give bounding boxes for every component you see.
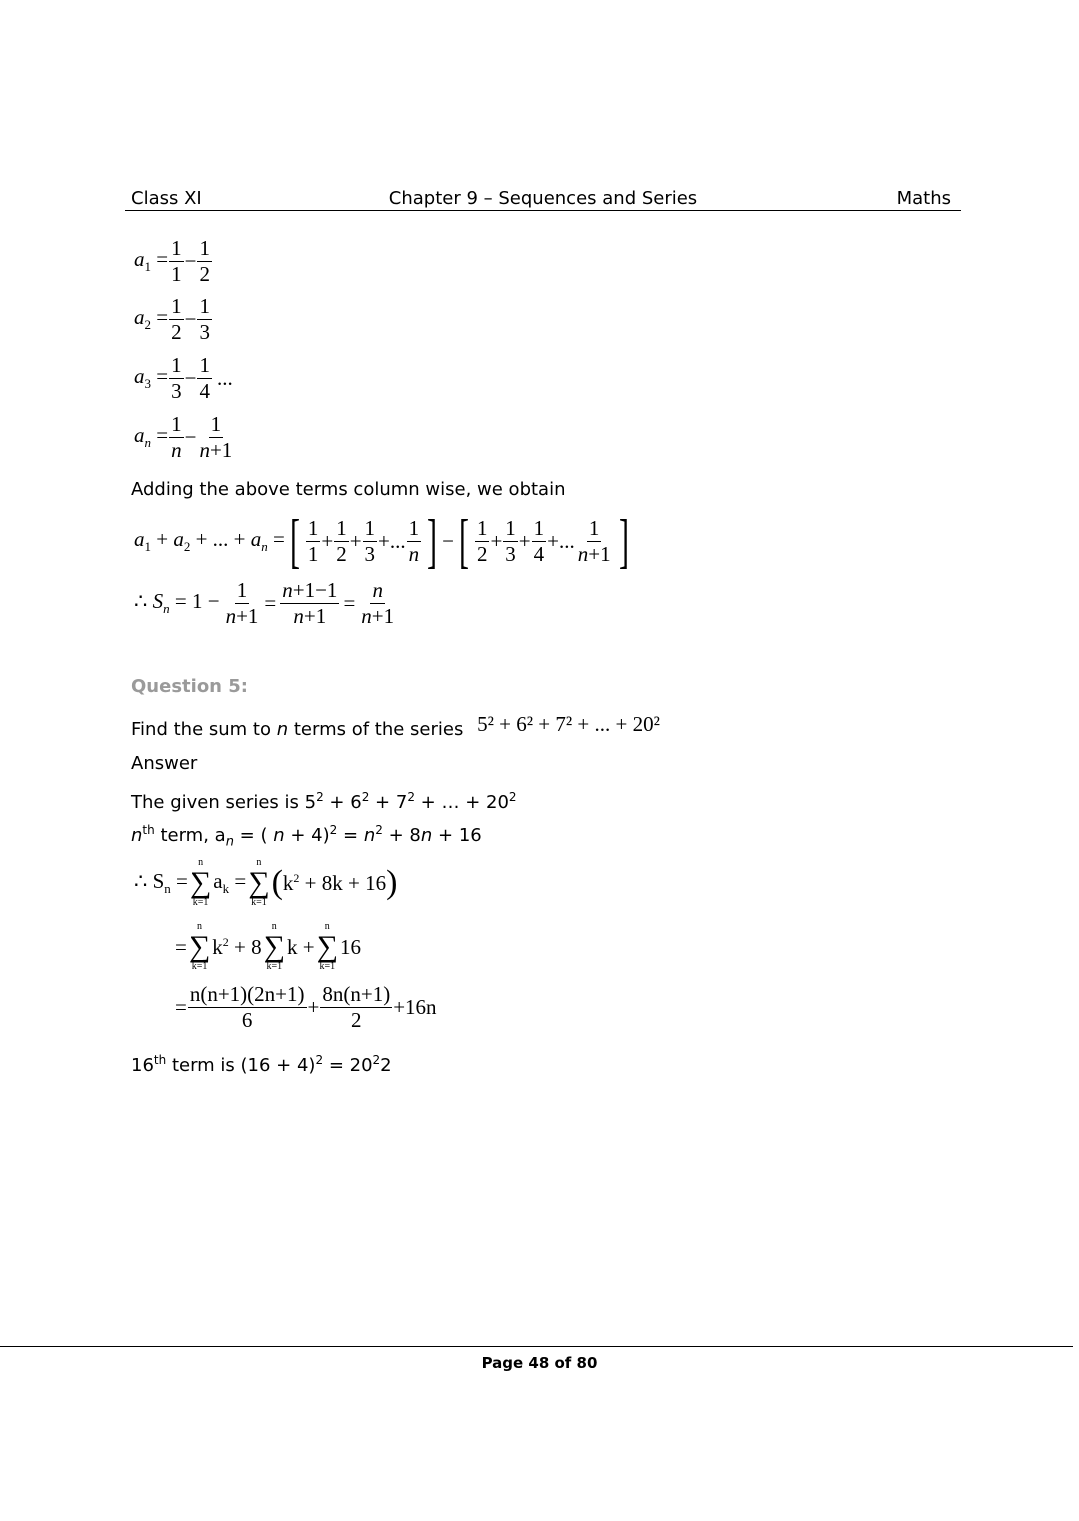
answer-label: Answer xyxy=(131,753,198,774)
page-number: Page 48 of 80 xyxy=(481,1354,598,1372)
term-fraction-2: $\frac{1}{n+1}$ xyxy=(199,412,233,462)
bracket-sum-equation: $a_1 + a_2$ + ... + $a_n$ = [ $\frac{1}{1}$ + $\frac{1}{2}$ + $\frac{1}{3}$ +... $\frac{1}{n}$ ] − [ $\frac{1}{2}$ + $\frac{1}{3}$ + $\frac{1}{4}$ +... $\frac{1}{n+1}$ ] xyxy=(134,508,629,574)
question-prompt: Find the sum to n terms of the series 5² + 6² + 7² + ... + 20² xyxy=(131,712,660,740)
question-title: Question 5: xyxy=(131,676,248,697)
header-subject: Maths xyxy=(896,188,951,209)
sigma-step-1: ∴ $S_n$ = n ∑ k=1 $a_k$ = n ∑ k=1 ( $k^2 + 8k + 16$ ) xyxy=(134,857,398,908)
term-fraction-1: $\frac{1}{3}$ xyxy=(171,353,182,403)
last-term-line: 16th term is $(16 + 4)^2 = 20^22$ xyxy=(131,1053,392,1076)
term-fraction-2: $\frac{1}{4}$ xyxy=(199,353,210,403)
series-expression: 5² + 6² + 7² + ... + 20² xyxy=(477,712,660,736)
nth-term-line: $n^{th}$ term, $a_n$ = ( $n + 4)^2 = n^2 + 8n + 16$ xyxy=(131,823,482,850)
sigma-step-2: = n ∑ k=1 $k^2 + 8$ n ∑ k=1 k + n ∑ k=1 16 xyxy=(175,921,361,972)
header-chapter: Chapter 9 – Sequences and Series xyxy=(388,188,698,209)
page-header xyxy=(125,188,961,211)
term-line-3: $a_3$ = $\frac{1}{3}$ − $\frac{1}{4}$ ... xyxy=(134,353,233,403)
term-fraction-2: $\frac{1}{2}$ xyxy=(199,236,210,286)
given-series-line: The given series is $5^2 + 6^2 + 7^2$ + … + $20^2$ xyxy=(131,790,517,813)
sigma-step-3: = $\frac{n(n+1)(2n+1)}{6}$ + $\frac{8n(n+1)}{2}$ +16n xyxy=(175,982,437,1032)
term-fraction-2: $\frac{1}{3}$ xyxy=(199,294,210,344)
term-fraction-1: $\frac{1}{n}$ xyxy=(171,412,182,462)
term-line-2: $a_2$ = $\frac{1}{2}$ − $\frac{1}{3}$ xyxy=(134,294,210,344)
footer-divider xyxy=(0,1346,1073,1347)
adding-text: Adding the above terms column wise, we obtain xyxy=(131,479,566,500)
header-class: Class XI xyxy=(131,188,202,209)
term-fraction-1: $\frac{1}{1}$ xyxy=(171,236,182,286)
term-line-1: $a_1$ = $\frac{1}{1}$ − $\frac{1}{2}$ xyxy=(134,236,210,286)
term-line-n: $a_n$ = $\frac{1}{n}$ − $\frac{1}{n+1}$ xyxy=(134,412,233,462)
term-fraction-1: $\frac{1}{2}$ xyxy=(171,294,182,344)
sn-result-equation: ∴ $S_n = 1$ − $\frac{1}{n+1}$ = $\frac{n+1-1}{n+1}$ = $\frac{n}{n+1}$ xyxy=(134,578,395,628)
